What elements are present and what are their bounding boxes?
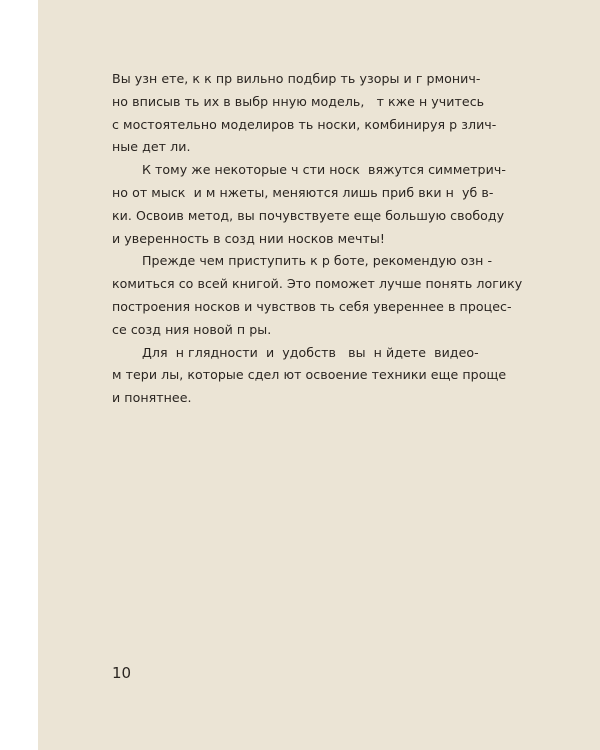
text-line: и уверенность в созд нии носков мечты! [112,230,385,246]
text-line: но от мыск и м нжеты, меняются лишь приб вки н уб в- [112,184,494,200]
text-line: К тому же некоторые ч сти носк вяжутся симметрич- [142,162,506,178]
page-number: 10 [112,664,132,682]
text-line: се созд ния новой п ры. [112,321,272,337]
book-page [38,0,600,750]
text-line: ки. Освоив метод, вы почувствуете еще большую свободу [112,207,505,223]
text-line: ные дет ли. [112,139,191,155]
text-line: Прежде чем приступить к р боте, рекомендую озн - [142,253,493,269]
body-text [112,68,523,410]
text-line: с мостоятельно моделиров ть носки, комбинируя р злич- [112,116,497,132]
text-line: и понятнее. [112,390,192,406]
text-line: м тери лы, которые сдел ют освоение техники еще проще [112,367,507,383]
text-line: комиться со всей книгой. Это поможет лучше понять логику [112,276,523,292]
text-line: Для н глядности и удобств вы н йдете видео- [142,344,479,360]
text-line: построения носков и чувствов ть себя увереннее в процес- [112,298,512,314]
text-line: но вписыв ть их в выбр нную модель, т кже н учитесь [112,93,485,109]
text-line: Вы узн ете, к к пр вильно подбир ть узоры и г рмонич- [112,71,481,86]
